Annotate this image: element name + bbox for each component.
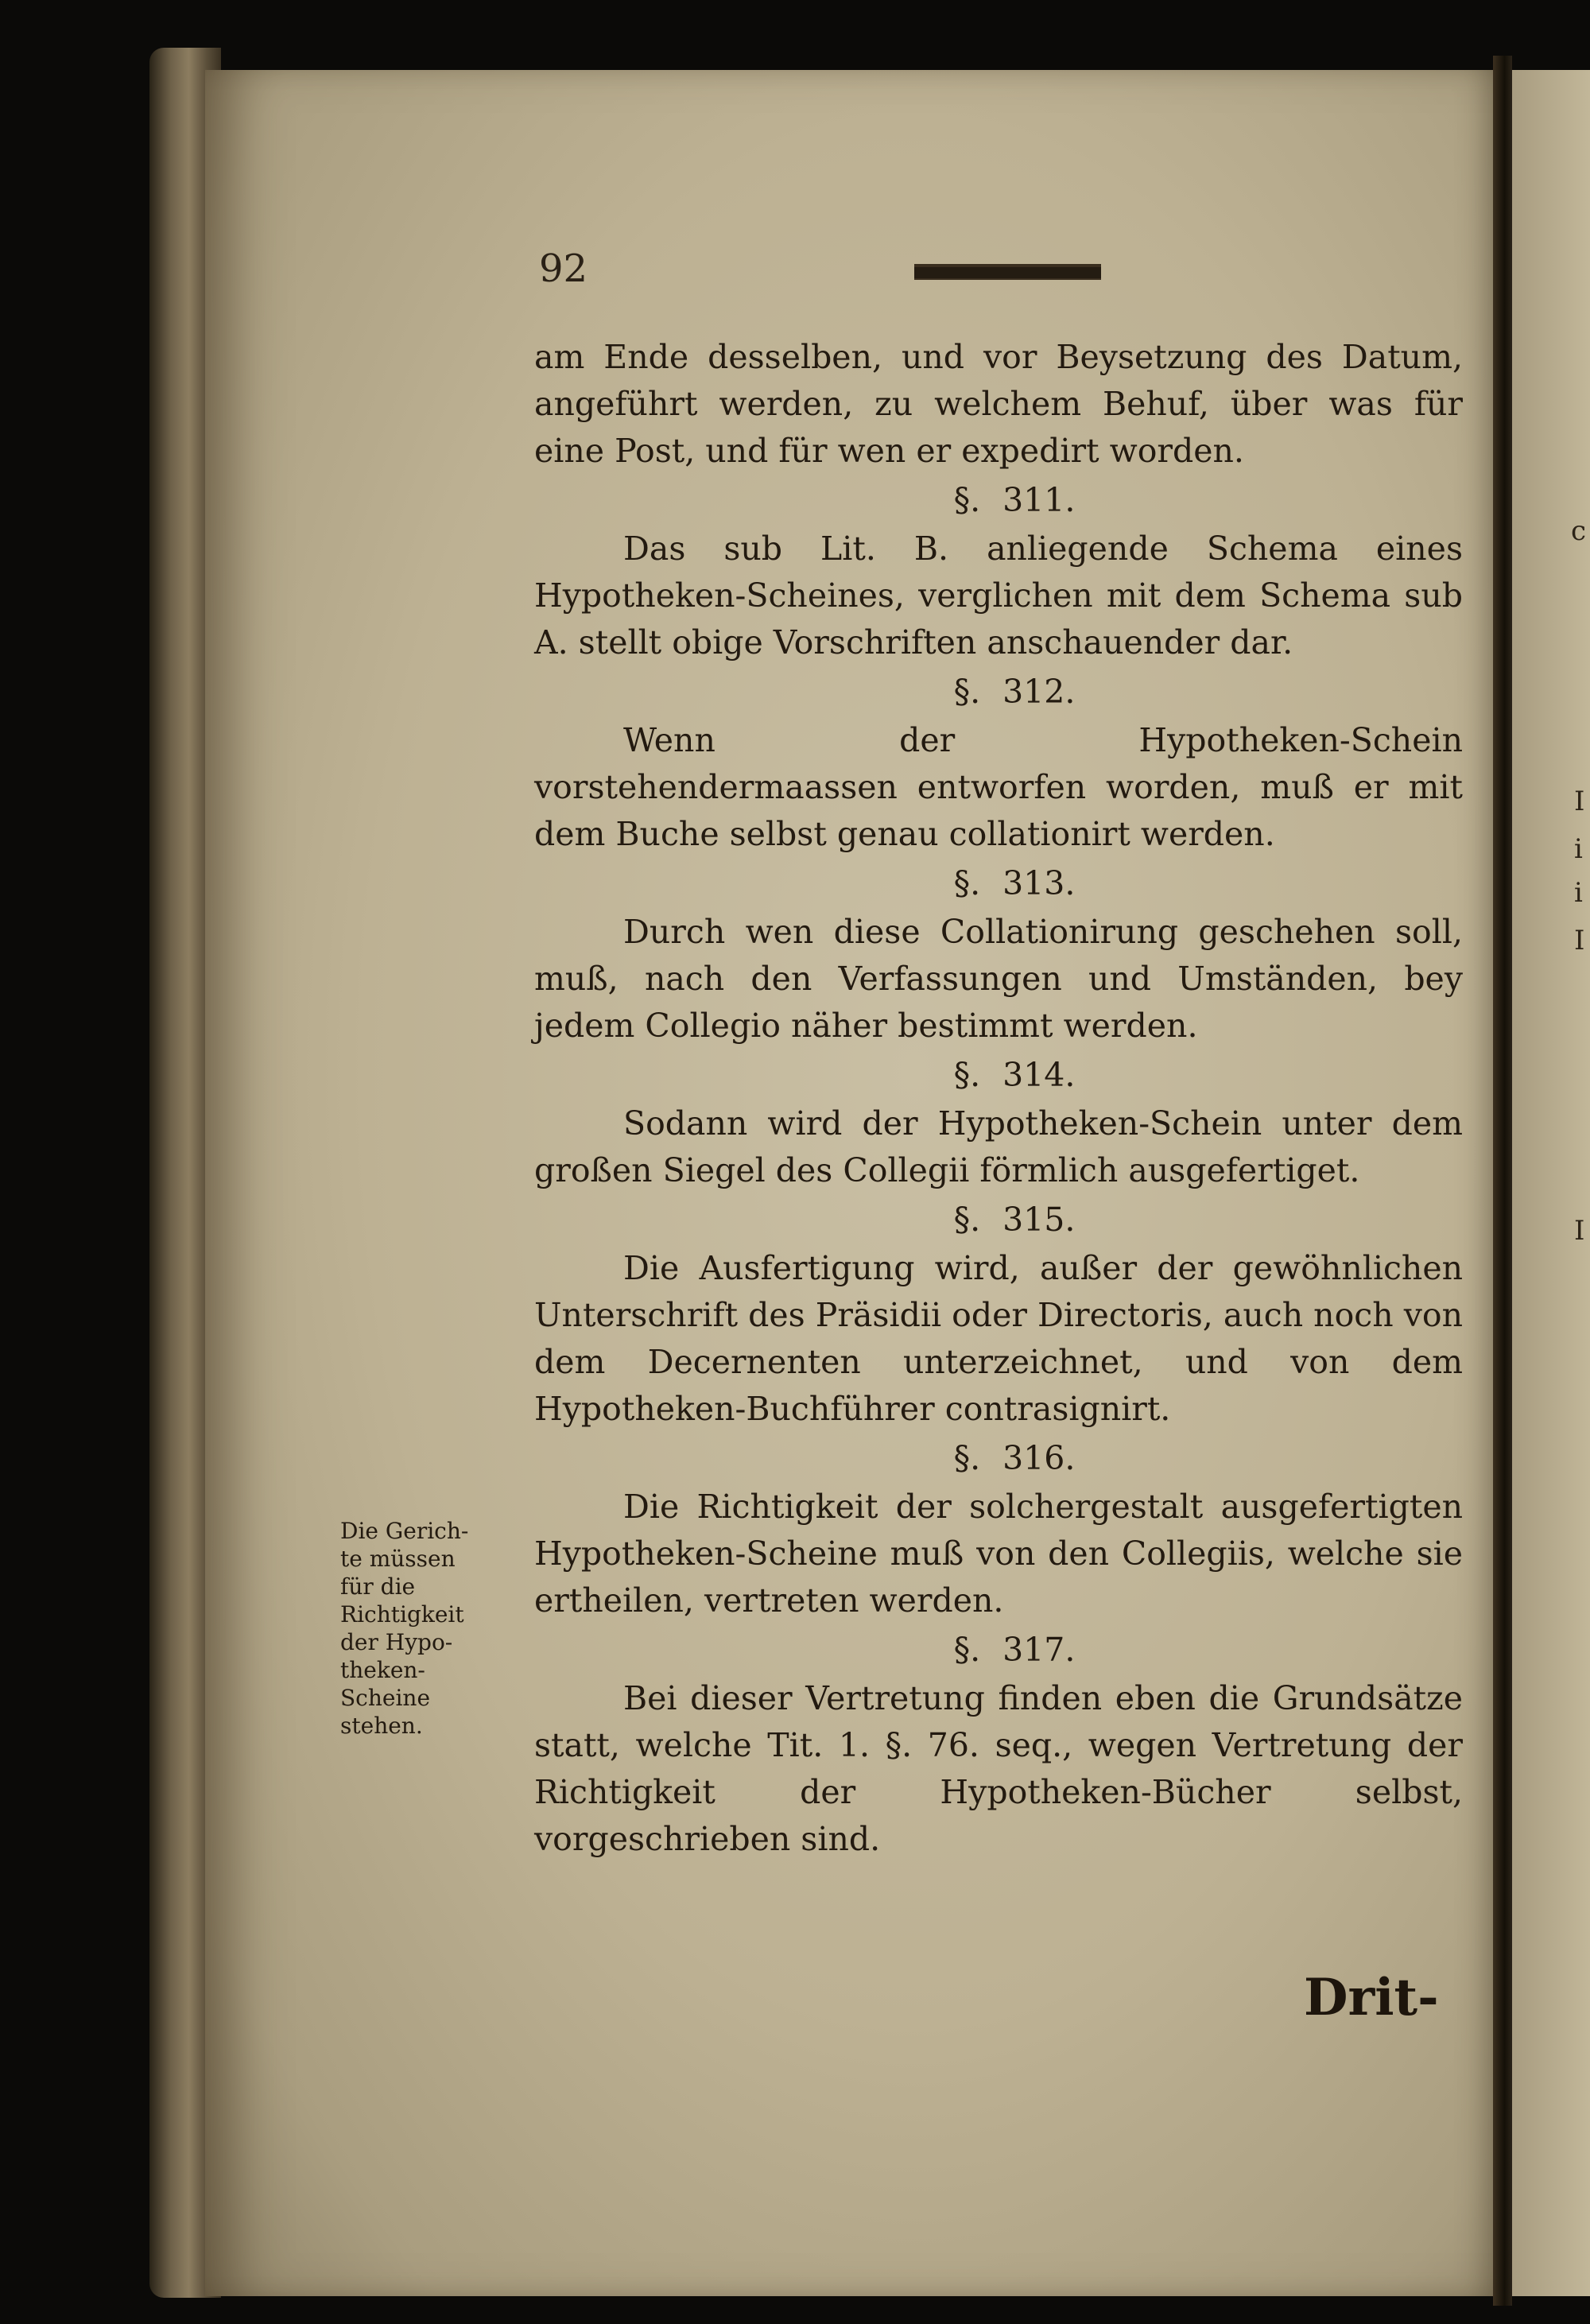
next-page-glyph: c [1571, 515, 1587, 547]
section-heading: §. 312. [953, 673, 1076, 711]
next-page-glyph: I [1574, 1215, 1585, 1247]
section-heading: §. 311. [953, 481, 1076, 519]
section-paragraph: Die Ausfertigung wird, außer der gewöhnlichen Unterschrift des Präsidii oder Directoris, auch noch von dem Decernenten unterzeichnet, und von dem Hypotheken-Buchführer contrasignirt. [534, 1249, 1463, 1428]
page-gutter [1493, 56, 1512, 2306]
margin-note-line: theken- [340, 1657, 425, 1683]
section-paragraph: Wenn der Hypotheken-Schein vorstehendermaassen entworfen worden, muß er mit dem Buche selbst genau collationirt werden. [534, 721, 1463, 853]
margin-note [340, 1517, 523, 1740]
margin-note-line: für die [340, 1573, 416, 1600]
next-page-edge [1512, 70, 1590, 2296]
margin-note-line: Die Gerich- [340, 1518, 469, 1544]
main-text [534, 334, 1463, 1863]
section-paragraph: Das sub Lit. B. anliegende Schema eines Hypotheken-Scheines, verglichen mit dem Schema sub A. stellt obige Vorschriften anschauender dar. [534, 530, 1463, 662]
margin-note-line: der Hypo- [340, 1629, 453, 1655]
next-page-glyph: I [1574, 925, 1585, 956]
section-heading: §. 317. [953, 1631, 1076, 1669]
margin-note-line: Richtigkeit [340, 1601, 464, 1628]
margin-note-line: Scheine [340, 1685, 431, 1711]
next-page-glyph: i [1574, 877, 1583, 909]
section-paragraph: Sodann wird der Hypotheken-Schein unter dem großen Siegel des Collegii förmlich ausgefertiget. [534, 1104, 1463, 1189]
opening-paragraph: am Ende desselben, und vor Beysetzung des Datum, angeführt werden, zu welchem Behuf, über was für eine Post, und für wen er expedirt worden. [534, 338, 1463, 470]
section-paragraph: Durch wen diese Collationirung geschehen soll, muß, nach den Verfassungen und Umständen, bey jedem Collegio näher bestimmt werden. [534, 913, 1463, 1045]
section-heading: §. 313. [953, 864, 1076, 902]
next-page-glyph: I [1574, 786, 1585, 817]
margin-note-line: te müssen [340, 1546, 456, 1572]
margin-note-line: stehen. [340, 1713, 423, 1739]
section-paragraph: Bei dieser Vertretung finden eben die Grundsätze statt, welche Tit. 1. §. 76. seq., wegen Vertretung der Richtigkeit der Hypotheken-Bücher selbst, vorgeschrieben sind. [534, 1679, 1463, 1858]
section-paragraph: Die Richtigkeit der solchergestalt ausgefertigten Hypotheken-Scheine muß von den Collegiis, welche sie ertheilen, vertreten werden. [534, 1488, 1463, 1620]
section-heading: §. 315. [953, 1201, 1076, 1239]
section-heading: §. 316. [953, 1439, 1076, 1477]
next-page-glyph: i [1574, 833, 1583, 865]
catchword: Drit- [1304, 1968, 1439, 2027]
section-heading: §. 314. [953, 1056, 1076, 1094]
head-ornament-rule [914, 264, 1101, 280]
page-number: 92 [539, 246, 588, 291]
